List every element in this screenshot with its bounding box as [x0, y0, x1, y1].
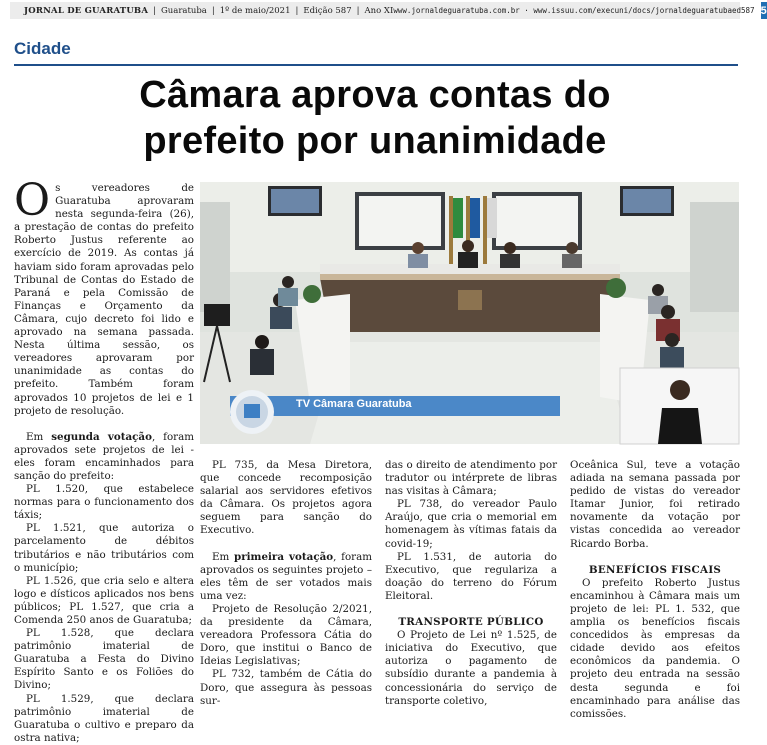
header-year: Ano XI	[364, 5, 394, 16]
paragraph: PL 738, do vereador Paulo Araújo, que cria o memorial em homenagem às vítimas fatais da covid-19;	[385, 498, 557, 550]
subheading-beneficios: BENEFÍCIOS FISCAIS	[588, 563, 722, 576]
paragraph: Em primeira votação, foram aprovados os seguintes projeto – eles têm de ser votados mais uma vez:	[200, 550, 372, 602]
header-edition: Edição 587	[303, 5, 352, 16]
paragraph: Projeto de Resolução 2/2021, da presidente da Câmara, vereadora Professora Cátia do Doro, que institui o Banco de Ideias Legislativas;	[200, 602, 372, 668]
paragraph: O Projeto de Lei nº 1.525, de iniciativa do Executivo, que autoriza o pagamento de subsídio durante a pandemia à concessionária do serviço de transporte coletivo,	[385, 629, 557, 707]
paragraph: PL 1.521, que autoriza o parcelamento de débitos tributários e não tributários com o município;	[14, 522, 194, 574]
article-column-3	[385, 459, 557, 708]
article-column-2	[200, 459, 372, 708]
header-date: 1º de maio/2021	[219, 5, 291, 16]
paragraph: PL 1.529, que declara patrimônio imaterial de Guaratuba o cultivo e preparo da ostra nativa;	[14, 692, 194, 744]
bold-text: segunda votação	[51, 430, 152, 443]
paragraph: PL 1.526, que cria selo e altera logo e dísticos aplicados nos bens públicos; PL 1.527, que cria a Comenda 250 anos de Guaratuba;	[14, 574, 194, 626]
headline	[0, 72, 750, 164]
header-city: Guaratuba	[161, 5, 207, 16]
paragraph: Em segunda votação, foram aprovados sete projetos de lei - eles foram encaminhados para sanção do prefeito:	[14, 430, 194, 482]
paper-name: JORNAL DE GUARATUBA	[24, 5, 149, 16]
photo-caption: TV Câmara Guaratuba	[296, 398, 412, 410]
page-header	[10, 2, 767, 19]
bold-text: primeira votação	[234, 550, 334, 563]
header-info: JORNAL DE GUARATUBA | Guaratuba | 1º de maio/2021 | Edição 587 | Ano XI	[24, 5, 394, 16]
paragraph: PL 735, da Mesa Diretora, que concede recomposição salarial aos servidores efetivos da Câmara. Os projetos agora seguem para sanção do Executivo.	[200, 459, 372, 537]
session-photo	[200, 182, 739, 444]
paragraph: das o direito de atendimento por tradutor ou intérprete de libras nas visitas à Câmara;	[385, 459, 557, 498]
paragraph: PL 1.520, que estabelece normas para o funcionamento dos táxis;	[14, 483, 194, 522]
subheading-transporte: TRANSPORTE PÚBLICO	[398, 616, 544, 629]
article-column-1	[14, 175, 194, 745]
header-urls[interactable]: www.jornaldeguaratuba.com.br · www.issuu.com/execuni/docs/jornaldeguaratubaed587	[393, 6, 755, 15]
paragraph: PL 732, também de Cátia do Doro, que assegura às pessoas sur-	[200, 668, 372, 707]
drop-cap: O	[14, 175, 51, 226]
paragraph: O prefeito Roberto Justus encaminhou à Câmara mais um projeto de lei: PL 1. 532, que amplia os benefícios fiscais concedidos às empresas da cidade devido aos efeitos econômicos da pandemia. O projeto deu entrada na sessão desta segunda e foi encaminhado para análise das comissões.	[570, 576, 740, 720]
section-title: Cidade	[14, 39, 71, 58]
section-rule	[14, 64, 738, 66]
paragraph: PL 1.531, de autoria do Executivo, que regulariza a doação do terreno do Fórum Eleitoral.	[385, 550, 557, 602]
page-number: 5	[761, 2, 767, 19]
paragraph: Oceânica Sul, teve a votação adiada na semana passada por pedido de vistas do vereador Itamar Junior, foi retirado novamente da votação por vistas concedida ao vereador Ricardo Borba.	[570, 459, 740, 550]
lead-paragraph	[14, 175, 194, 418]
paragraph: PL 1.528, que declara patrimônio imaterial de Guaratuba a Festa do Divino Espírito Santo e os Foliões do Divino;	[14, 627, 194, 692]
headline-line-1: Câmara aprova contas do	[139, 74, 611, 116]
lead-text: s vereadores de Guaratuba aprovaram nesta segunda-feira (26), a prestação de contas do prefeito Roberto Justus referente ao exercício de 2019. As contas já haviam sido foram aprovadas pelo Tribunal de Contas do Estado de Paraná e pela Comissão de Finanças e Orçamento da Câmara, cujo decreto foi lido e aprovado na semana passada. Nesta última sessão, os vereadores aprovaram por unanimidade as contas do prefeito. Também foram aprovados 10 projetos de lei e 1 projeto de resolução.	[14, 182, 194, 417]
article-column-4	[570, 459, 740, 721]
headline-line-2: prefeito por unanimidade	[143, 120, 607, 162]
